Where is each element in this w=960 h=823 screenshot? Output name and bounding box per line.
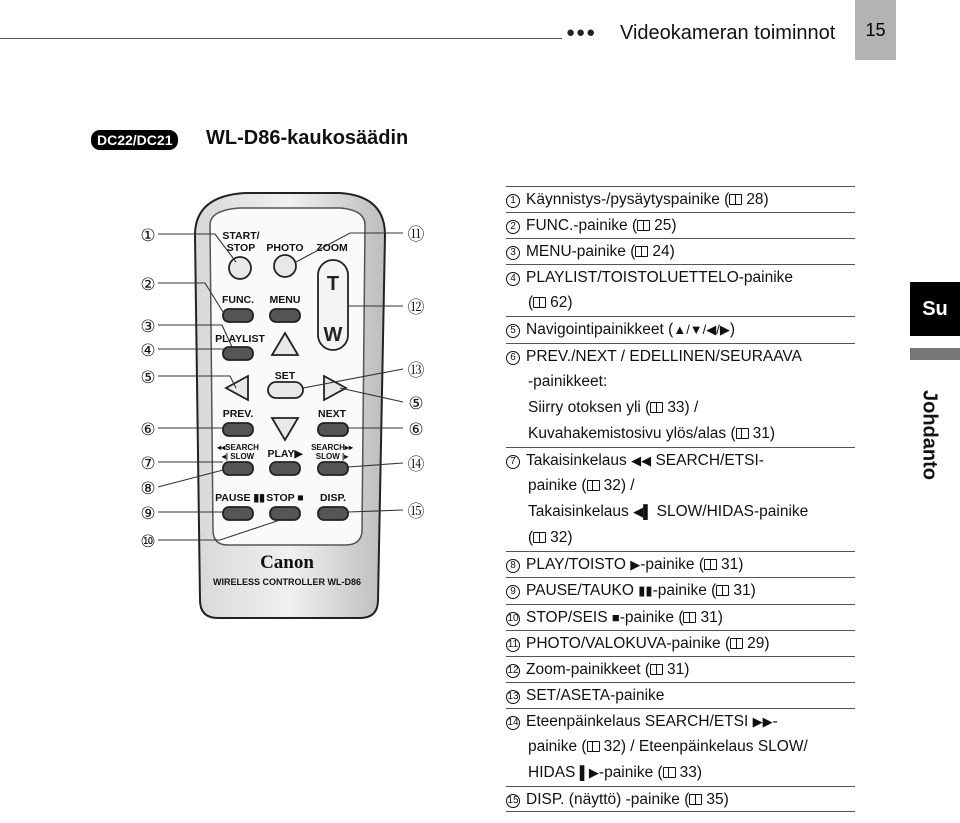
page-ref: 31) bbox=[700, 608, 723, 626]
book-icon bbox=[683, 612, 696, 623]
callout-8: ⑧ bbox=[140, 479, 156, 499]
item-text-end: -painike ( bbox=[619, 608, 684, 626]
item-text-end: ) bbox=[729, 321, 736, 339]
stop-label: STOP ■ bbox=[266, 492, 304, 504]
prev-label: PREV. bbox=[222, 408, 254, 420]
item-text: -painikkeet: bbox=[528, 372, 608, 390]
book-icon bbox=[637, 220, 650, 231]
rewind-button[interactable] bbox=[223, 462, 253, 475]
callout-10: ⑩ bbox=[140, 532, 156, 552]
callout-7: ⑦ bbox=[140, 454, 156, 474]
button-description-list bbox=[506, 186, 855, 812]
header-dots: ●●● bbox=[566, 24, 597, 41]
page-ref: 32) bbox=[550, 529, 573, 547]
prev-button[interactable] bbox=[223, 423, 253, 436]
item-text: Käynnistys-/pysäytyspainike ( bbox=[526, 191, 730, 208]
book-icon bbox=[533, 532, 546, 543]
play-label: PLAY▶ bbox=[267, 448, 303, 460]
item-number: 13 bbox=[507, 690, 519, 702]
list-item-cont bbox=[506, 499, 855, 525]
callout-5: ⑤ bbox=[140, 368, 156, 388]
list-item bbox=[506, 447, 855, 473]
list-item bbox=[506, 604, 855, 630]
callout-13: ⑬ bbox=[407, 361, 425, 381]
page-number: 15 bbox=[855, 0, 896, 60]
func-label: FUNC. bbox=[221, 294, 255, 306]
set-button[interactable] bbox=[268, 382, 303, 398]
item-number: 11 bbox=[507, 638, 519, 650]
list-item-cont bbox=[506, 369, 855, 395]
callout-9: ⑨ bbox=[140, 504, 156, 524]
item-text: HIDAS bbox=[528, 764, 576, 782]
callout-11: ⑪ bbox=[407, 225, 425, 245]
page-ref: 28) bbox=[746, 191, 769, 208]
list-item bbox=[506, 264, 855, 290]
item-number: 12 bbox=[507, 664, 519, 676]
section-title: WL-D86-kaukosäädin bbox=[206, 127, 409, 149]
item-text: FUNC.-painike ( bbox=[526, 217, 638, 235]
model-label: WIRELESS CONTROLLER WL-D86 bbox=[213, 577, 361, 587]
list-item bbox=[506, 343, 855, 369]
item-number: 6 bbox=[506, 351, 520, 365]
language-tab: Su bbox=[910, 282, 960, 336]
item-text: ( bbox=[528, 294, 534, 312]
item-text-end: SLOW/HIDAS-painike bbox=[656, 503, 809, 521]
page-ref: 29) bbox=[747, 634, 770, 652]
item-text: Eteenpäinkelaus SEARCH/ETSI bbox=[526, 712, 749, 730]
page-ref: 31) bbox=[721, 556, 744, 574]
book-icon bbox=[587, 480, 600, 491]
list-item bbox=[506, 212, 855, 238]
book-icon bbox=[689, 794, 702, 805]
item-text: SET/ASETA-painike bbox=[526, 686, 665, 704]
page-ref: 33) / bbox=[667, 398, 699, 416]
item-number: 1 bbox=[506, 194, 520, 208]
page-ref: 25) bbox=[654, 217, 677, 235]
menu-button[interactable] bbox=[270, 309, 300, 322]
brand-logo: Canon bbox=[260, 552, 314, 573]
slow-forward-icon: ▌▶ bbox=[579, 765, 599, 781]
book-icon bbox=[704, 559, 717, 570]
item-text: Takaisinkelaus bbox=[526, 451, 627, 469]
list-item bbox=[506, 708, 855, 734]
list-item-cont bbox=[506, 734, 855, 760]
list-item-cont bbox=[506, 473, 855, 499]
item-text-end: -painike ( bbox=[640, 556, 704, 574]
stop-button[interactable] bbox=[270, 507, 300, 520]
list-item bbox=[506, 186, 855, 212]
callout-5-right: ⑤ bbox=[408, 394, 424, 414]
photo-label: PHOTO bbox=[266, 242, 304, 254]
list-item-cont bbox=[506, 760, 855, 786]
callout-2: ② bbox=[140, 275, 156, 295]
item-text-end: -painike ( bbox=[598, 764, 663, 782]
menu-label: MENU bbox=[269, 294, 301, 306]
disp-button[interactable] bbox=[318, 507, 348, 520]
search-left-label-1: ◂◂SEARCH bbox=[217, 443, 259, 452]
item-number: 10 bbox=[507, 612, 519, 624]
callout-15: ⑮ bbox=[407, 502, 425, 522]
item-text: Siirry otoksen yli ( bbox=[528, 398, 651, 416]
start-stop-button[interactable] bbox=[229, 257, 251, 279]
book-icon bbox=[716, 585, 729, 596]
start-label-2: STOP bbox=[226, 242, 256, 254]
item-text: Takaisinkelaus bbox=[528, 503, 629, 521]
item-text-end: SEARCH/ETSI- bbox=[655, 451, 764, 469]
callout-6-right: ⑥ bbox=[408, 420, 424, 440]
search-right-label-1: SEARCH▸▸ bbox=[311, 443, 353, 452]
list-item bbox=[506, 238, 855, 264]
item-text: Navigointipainikkeet ( bbox=[526, 321, 674, 339]
item-number: 8 bbox=[506, 559, 520, 573]
model-badge: DC22/DC21 bbox=[91, 130, 178, 150]
rewind-icon: ◀◀ bbox=[631, 452, 652, 468]
next-button[interactable] bbox=[318, 423, 348, 436]
search-left-label-2: ◂| SLOW bbox=[221, 452, 255, 461]
chapter-title: Videokameran toiminnot bbox=[620, 22, 836, 44]
item-text: ( bbox=[528, 529, 534, 547]
fast-forward-button[interactable] bbox=[318, 462, 348, 475]
page-ref: 31) bbox=[752, 424, 776, 442]
pause-button[interactable] bbox=[223, 507, 253, 520]
pause-icon: ▮▮ bbox=[638, 583, 653, 599]
zoom-t-label: T bbox=[326, 273, 340, 295]
item-number: 5 bbox=[506, 324, 520, 338]
item-text: MENU-painike ( bbox=[526, 243, 636, 261]
list-item-cont bbox=[506, 395, 855, 421]
item-text: Kuvahakemistosivu ylös/alas ( bbox=[528, 424, 736, 442]
slow-reverse-icon: ◀▌ bbox=[633, 504, 653, 520]
disp-label: DISP. bbox=[319, 492, 347, 504]
item-text-end: -painike ( bbox=[652, 582, 717, 600]
item-number: 15 bbox=[507, 795, 519, 807]
page-ref: 35) bbox=[706, 791, 729, 809]
callout-4: ④ bbox=[140, 341, 156, 361]
book-icon bbox=[663, 767, 676, 778]
item-text: STOP/SEIS bbox=[526, 608, 608, 626]
item-text: painike ( bbox=[528, 477, 587, 495]
item-text: PLAYLIST/TOISTOLUETTELO-painike bbox=[526, 269, 794, 287]
callout-14: ⑭ bbox=[407, 455, 425, 475]
item-number: 3 bbox=[506, 246, 520, 260]
callout-12: ⑫ bbox=[407, 298, 425, 318]
list-item-cont bbox=[506, 290, 855, 316]
list-item bbox=[506, 551, 855, 577]
book-icon bbox=[587, 741, 600, 752]
book-icon bbox=[736, 428, 749, 439]
item-text: PHOTO/VALOKUVA-painike ( bbox=[526, 634, 731, 652]
callout-6: ⑥ bbox=[140, 420, 156, 440]
item-text: PREV./NEXT / EDELLINEN/SEURAAVA bbox=[526, 347, 802, 365]
item-number: 7 bbox=[506, 455, 520, 469]
playlist-label: PLAYLIST bbox=[215, 333, 265, 345]
page-ref: 32) / bbox=[603, 477, 635, 495]
page-ref: 24) bbox=[652, 243, 675, 261]
zoom-label: ZOOM bbox=[316, 242, 348, 254]
book-icon bbox=[729, 194, 742, 205]
callout-1: ① bbox=[140, 226, 156, 246]
item-text-end: - bbox=[772, 712, 778, 730]
func-button[interactable] bbox=[223, 309, 253, 322]
set-label: SET bbox=[274, 370, 296, 382]
chapter-side-text: Johdanto bbox=[918, 390, 941, 480]
page-ref: 31) bbox=[733, 582, 756, 600]
item-text: PAUSE/TAUKO bbox=[526, 582, 634, 600]
list-item bbox=[506, 630, 855, 656]
list-item-cont bbox=[506, 525, 855, 551]
list-item bbox=[506, 316, 855, 342]
photo-button[interactable] bbox=[274, 255, 296, 277]
item-number: 14 bbox=[507, 716, 519, 728]
callout-3: ③ bbox=[140, 317, 156, 337]
list-item-cont bbox=[506, 421, 855, 447]
book-icon bbox=[635, 246, 648, 257]
list-item bbox=[506, 656, 855, 682]
item-number: 4 bbox=[506, 272, 520, 286]
page-ref: 62) bbox=[550, 294, 573, 312]
item-number: 9 bbox=[506, 585, 520, 599]
book-icon bbox=[533, 297, 546, 308]
start-label-1: START/ bbox=[222, 230, 260, 242]
next-label: NEXT bbox=[317, 408, 347, 420]
page-ref: 32) / Eteenpäinkelaus SLOW/ bbox=[603, 737, 808, 755]
play-button[interactable] bbox=[270, 462, 300, 475]
book-icon bbox=[730, 638, 743, 649]
page-ref: 31) bbox=[667, 660, 690, 678]
list-item bbox=[506, 786, 855, 812]
book-icon bbox=[650, 402, 663, 413]
item-number: 2 bbox=[506, 220, 520, 234]
zoom-w-label: W bbox=[323, 324, 343, 346]
book-icon bbox=[650, 664, 663, 675]
stop-icon: ■ bbox=[611, 609, 620, 625]
item-text: DISP. (näyttö) -painike ( bbox=[526, 791, 690, 809]
item-text: Zoom-painikkeet ( bbox=[526, 660, 651, 678]
item-text: PLAY/TOISTO bbox=[526, 556, 626, 574]
pause-label: PAUSE ▮▮ bbox=[215, 492, 265, 504]
fast-forward-icon: ▶▶ bbox=[752, 713, 773, 729]
arrow-icons: ▲/▼/◀/▶ bbox=[673, 322, 730, 338]
search-right-label-2: SLOW |▸ bbox=[315, 452, 349, 461]
play-icon: ▶ bbox=[630, 557, 641, 573]
item-text: painike ( bbox=[528, 737, 587, 755]
playlist-button[interactable] bbox=[223, 347, 253, 360]
list-item bbox=[506, 577, 855, 603]
page-ref: 33) bbox=[679, 764, 703, 782]
list-item bbox=[506, 682, 855, 708]
